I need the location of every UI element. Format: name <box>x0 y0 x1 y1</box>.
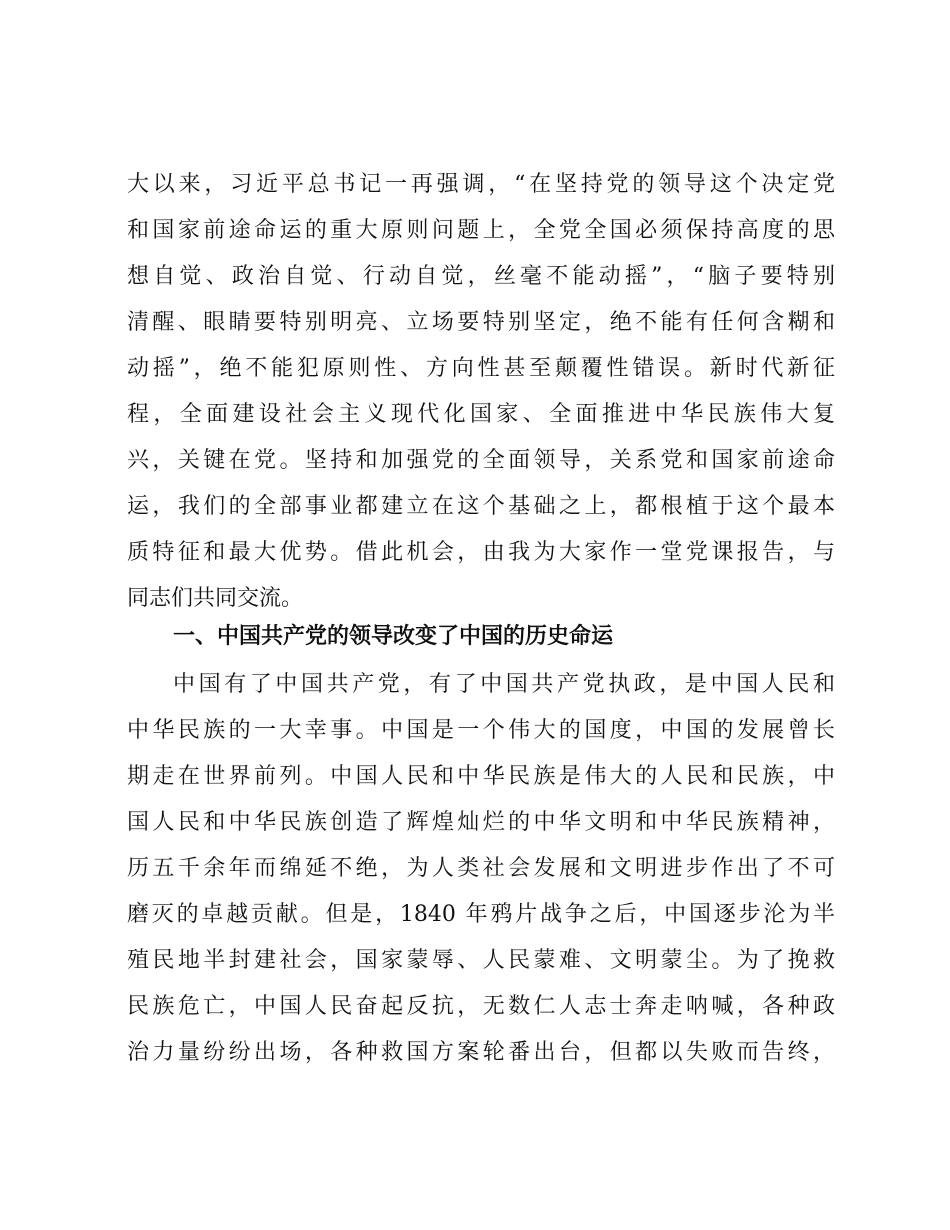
text-line: 同志们共同交流。 <box>127 586 304 611</box>
text-line: 治力量纷纷出场，各种救国方案轮番出台，但都以失败而告终， <box>127 1040 835 1065</box>
text-line: 和国家前途命运的重大原则问题上，全党全国必须保持高度的思 <box>127 218 835 243</box>
text-line: 程，全面建设社会主义现代化国家、全面推进中华民族伟大复 <box>127 402 835 427</box>
text-line: 兴，关键在党。坚持和加强党的全面领导，关系党和国家前途命 <box>127 448 835 473</box>
text-line: 想自觉、政治自觉、行动自觉，丝毫不能动摇”，“脑子要特别 <box>127 264 835 289</box>
text-line: 殖民地半封建社会，国家蒙辱、人民蒙难、文明蒙尘。为了挽救 <box>127 948 835 973</box>
text-line: 质特征和最大优势。借此机会，由我为大家作一堂党课报告，与 <box>127 540 835 565</box>
text-line: 国人民和中华民族创造了辉煌灿烂的中华文明和中华民族精神， <box>127 810 835 835</box>
text-line: 中国有了中国共产党，有了中国共产党执政，是中国人民和 <box>173 672 835 697</box>
text-line: 清醒、眼睛要特别明亮、立场要特别坚定，绝不能有任何含糊和 <box>127 310 835 335</box>
text-line: 中华民族的一大幸事。中国是一个伟大的国度，中国的发展曾长 <box>127 718 835 743</box>
text-line: 民族危亡，中国人民奋起反抗，无数仁人志士奔走呐喊，各种政 <box>127 994 835 1019</box>
text-line: 大以来，习近平总书记一再强调，“在坚持党的领导这个决定党 <box>127 172 835 197</box>
text-line: 运，我们的全部事业都建立在这个基础之上，都根植于这个最本 <box>127 494 835 519</box>
text-line: 动摇”，绝不能犯原则性、方向性甚至颠覆性错误。新时代新征 <box>127 356 835 381</box>
text-line: 历五千余年而绵延不绝，为人类社会发展和文明进步作出了不可 <box>127 856 835 881</box>
text-line: 磨灭的卓越贡献。但是，1840 年鸦片战争之后，中国逐步沦为半 <box>127 902 835 927</box>
text-line: 期走在世界前列。中国人民和中华民族是伟大的人民和民族，中 <box>127 764 835 789</box>
section-heading: 一、中国共产党的领导改变了中国的历史命运 <box>173 624 614 649</box>
